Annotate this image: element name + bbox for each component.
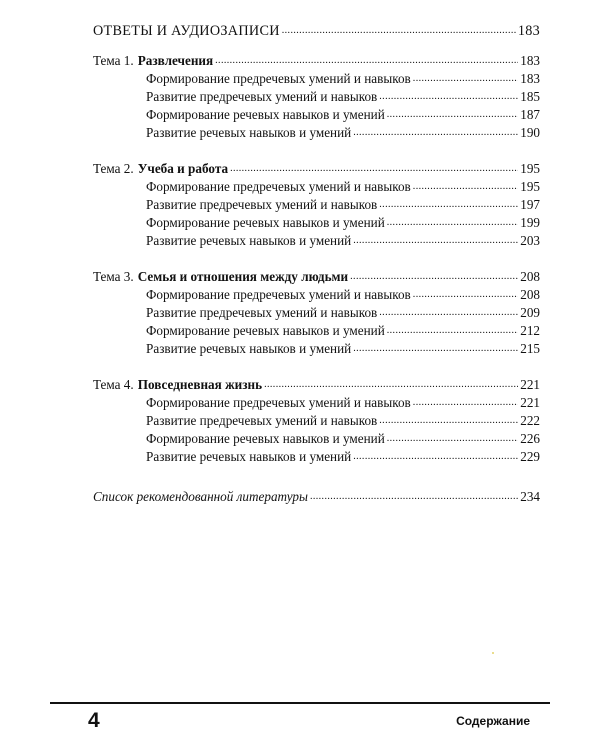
toc-header-title: ОТВЕТЫ И АУДИОЗАПИСИ xyxy=(93,23,280,39)
dot-leader xyxy=(387,106,518,124)
entry-page: 229 xyxy=(520,449,540,464)
toc-entry xyxy=(93,124,540,142)
theme-title: Развлечения xyxy=(137,53,214,68)
entry-page: 215 xyxy=(520,341,540,356)
entry-page: 226 xyxy=(520,431,540,446)
dot-leader xyxy=(379,412,518,430)
dot-leader xyxy=(353,232,518,250)
toc-entry xyxy=(93,214,540,232)
theme-title: Семья и отношения между людьми xyxy=(137,269,349,284)
dot-leader xyxy=(413,178,518,196)
toc-entry xyxy=(93,322,540,340)
running-footer-title: Содержание xyxy=(456,714,530,728)
entry-page: 209 xyxy=(520,305,540,320)
toc-entry xyxy=(93,394,540,412)
toc-entry xyxy=(93,106,540,124)
entry-title: Формирование предречевых умений и навыков xyxy=(146,395,411,410)
entry-page: 197 xyxy=(520,197,540,212)
entry-title: Формирование предречевых умений и навыков xyxy=(146,71,411,86)
entry-page: 222 xyxy=(520,413,540,428)
entry-title: Развитие речевых навыков и умений xyxy=(146,125,352,140)
dot-leader xyxy=(310,488,518,506)
entry-page: 203 xyxy=(520,233,540,248)
entry-title: Развитие предречевых умений и навыков xyxy=(146,413,378,428)
theme-row xyxy=(93,268,540,286)
dot-leader xyxy=(353,124,518,142)
theme-prefix: Тема 1. xyxy=(93,53,134,68)
toc-entry xyxy=(93,286,540,304)
dot-leader xyxy=(379,88,518,106)
entry-title: Формирование предречевых умений и навыков xyxy=(146,179,411,194)
theme-prefix: Тема 2. xyxy=(93,161,134,176)
toc-entry xyxy=(93,340,540,358)
entry-page: 208 xyxy=(520,287,540,302)
dot-leader xyxy=(413,286,518,304)
dot-leader xyxy=(264,376,518,394)
entry-title: Развитие речевых навыков и умений xyxy=(146,341,352,356)
theme-page: 195 xyxy=(520,161,540,176)
toc-entry xyxy=(93,304,540,322)
entry-page: 185 xyxy=(520,89,540,104)
dot-leader xyxy=(215,52,518,70)
toc-entry xyxy=(93,412,540,430)
toc-header-page: 183 xyxy=(517,23,540,39)
dot-leader xyxy=(353,340,518,358)
bibliography-page: 234 xyxy=(520,489,540,504)
theme-page: 221 xyxy=(520,377,540,392)
dot-leader xyxy=(387,322,518,340)
theme-page: 208 xyxy=(520,269,540,284)
entry-page: 187 xyxy=(520,107,540,122)
dot-leader xyxy=(353,448,518,466)
toc-entry xyxy=(93,70,540,88)
dot-leader xyxy=(413,70,518,88)
entry-title: Формирование речевых навыков и умений xyxy=(146,323,385,338)
toc-entry xyxy=(93,448,540,466)
theme-prefix: Тема 3. xyxy=(93,269,134,284)
theme-title: Повседневная жизнь xyxy=(137,377,263,392)
theme-title: Учеба и работа xyxy=(137,161,229,176)
entry-title: Развитие предречевых умений и навыков xyxy=(146,197,378,212)
scan-speck xyxy=(492,652,494,654)
toc-entry xyxy=(93,88,540,106)
table-of-contents xyxy=(93,22,540,506)
theme-page: 183 xyxy=(520,53,540,68)
entry-title: Развитие предречевых умений и навыков xyxy=(146,89,378,104)
toc-entry xyxy=(93,430,540,448)
theme-prefix: Тема 4. xyxy=(93,377,134,392)
dot-leader xyxy=(379,196,518,214)
footer-rule xyxy=(50,702,550,704)
toc-entry xyxy=(93,196,540,214)
toc-entry xyxy=(93,178,540,196)
entry-page: 221 xyxy=(520,395,540,410)
bibliography-title: Список рекомендованной литературы xyxy=(93,489,308,504)
toc-header-row xyxy=(93,22,540,40)
bibliography-row xyxy=(93,488,540,506)
dot-leader xyxy=(379,304,518,322)
dot-leader xyxy=(350,268,518,286)
entry-title: Развитие речевых навыков и умений xyxy=(146,449,352,464)
entry-title: Формирование речевых навыков и умений xyxy=(146,431,385,446)
entry-title: Развитие речевых навыков и умений xyxy=(146,233,352,248)
theme-row xyxy=(93,52,540,70)
entry-page: 195 xyxy=(520,179,540,194)
entry-page: 212 xyxy=(520,323,540,338)
theme-row xyxy=(93,160,540,178)
entry-title: Развитие предречевых умений и навыков xyxy=(146,305,378,320)
theme-row xyxy=(93,376,540,394)
dot-leader xyxy=(230,160,518,178)
entry-title: Формирование речевых навыков и умений xyxy=(146,107,385,122)
entry-title: Формирование предречевых умений и навыков xyxy=(146,287,411,302)
dot-leader xyxy=(387,430,518,448)
dot-leader xyxy=(387,214,518,232)
dot-leader xyxy=(413,394,518,412)
entry-page: 190 xyxy=(520,125,540,140)
entry-page: 183 xyxy=(520,71,540,86)
page-number: 4 xyxy=(88,709,100,732)
dot-leader xyxy=(282,22,516,40)
toc-entry xyxy=(93,232,540,250)
entry-title: Формирование речевых навыков и умений xyxy=(146,215,385,230)
entry-page: 199 xyxy=(520,215,540,230)
